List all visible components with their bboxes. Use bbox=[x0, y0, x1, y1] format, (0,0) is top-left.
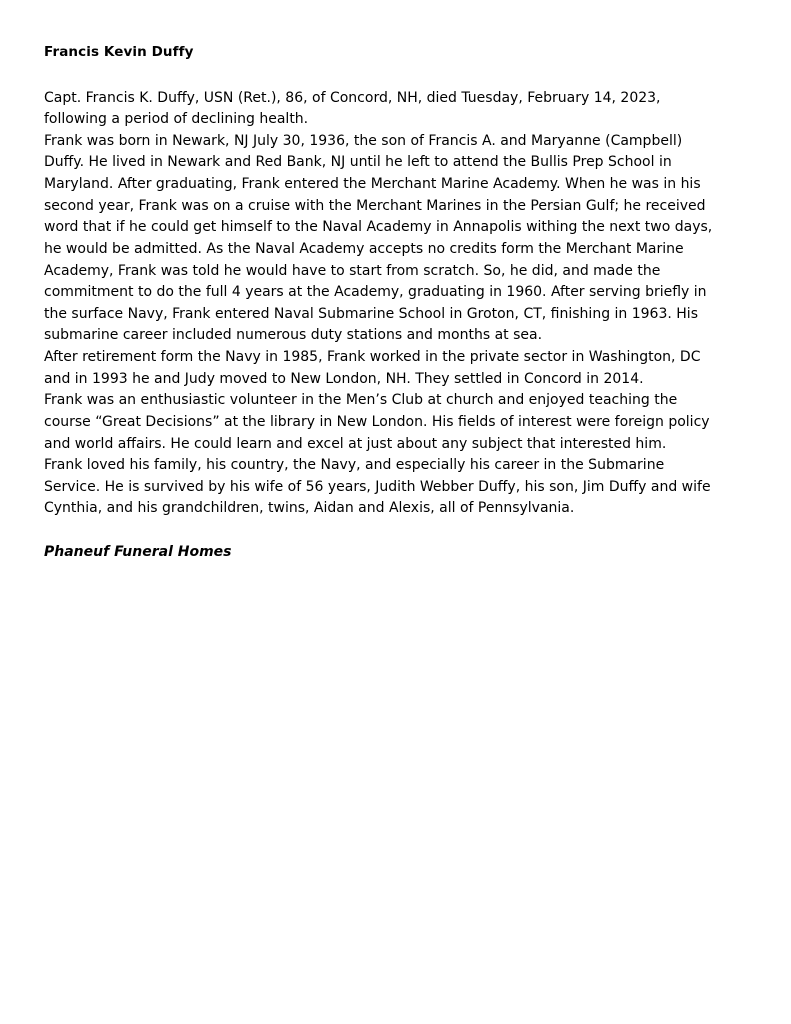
paragraph-1: Capt. Francis K. Duffy, USN (Ret.), 86, of Concord, NH, died Tuesday, February 14, 2023, following a period of declining health. bbox=[44, 89, 661, 128]
funeral-home-credit: Phaneuf Funeral Homes bbox=[44, 544, 232, 561]
page-title: Francis Kevin Duffy bbox=[44, 44, 194, 60]
paragraph-2: Frank was born in Newark, NJ July 30, 1936, the son of Francis A. and Maryanne (Campbell) Duffy. He lived in Newark and Red Bank, NJ until he left to attend the Bullis Prep School in Maryland. After graduating, Frank entered the Merchant Marine Academy. When he was in his second year, Frank was on a cruise with the Merchant Marines in the Persian Gulf; he received word that if he could get himself to the Naval Academy in Annapolis withing the next two days, he would be admitted. As the Naval Academy accepts no credits form the Merchant Marine Academy, Frank was told he would have to start from scratch. So, he did, and made the commitment to do the full 4 years at the Academy, graduating in 1960. After serving briefly in the surface Navy, Frank entered Naval Submarine School in Groton, CT, finishing in 1963. His submarine career included numerous duty stations and months at sea. bbox=[44, 132, 713, 344]
paragraph-5: Frank loved his family, his country, the Navy, and especially his career in the Submarine Service. He is survived by his wife of 56 years, Judith Webber Duffy, his son, Jim Duffy and wife Cynthia, and his grandchildren, twins, Aidan and Alexis, all of Pennsylvania. bbox=[44, 457, 711, 517]
paragraph-4: Frank was an enthusiastic volunteer in the Men’s Club at church and enjoyed teaching the course “Great Decisions” at the library in New London. His fields of interest were foreign policy and world affairs. He could learn and excel at just about any subject that interested him. bbox=[44, 392, 710, 452]
obituary-body bbox=[44, 88, 723, 521]
paragraph-3: After retirement form the Navy in 1985, Frank worked in the private sector in Washington, DC and in 1993 he and Judy moved to New London, NH. They settled in Concord in 2014. bbox=[44, 349, 701, 387]
